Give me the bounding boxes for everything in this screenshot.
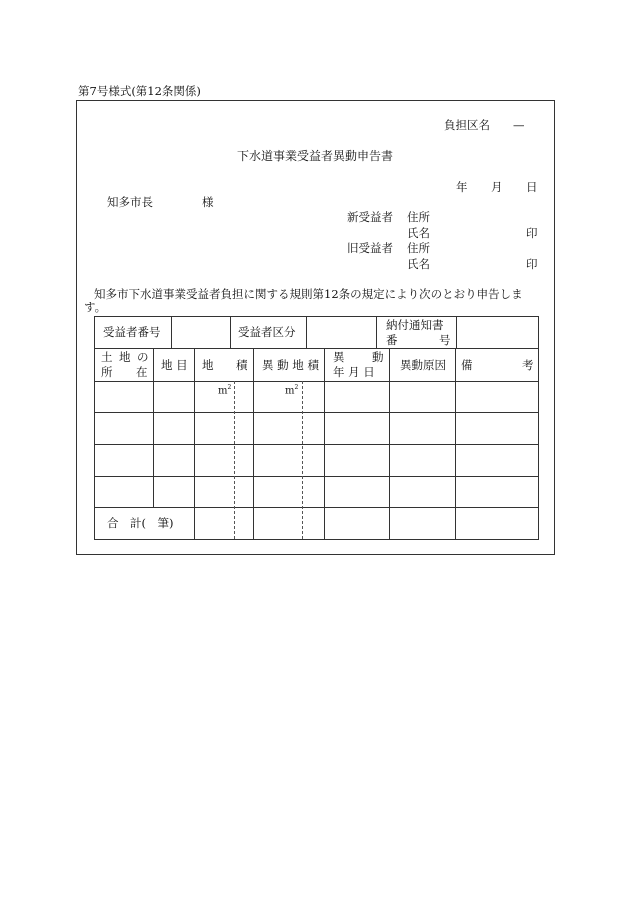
- col-change-reason: 異動原因: [400, 358, 446, 372]
- addressee-name: 知多市長: [107, 195, 153, 209]
- area-unit-m: m: [218, 385, 228, 397]
- payment-notice-number-field[interactable]: [457, 317, 538, 348]
- table-row[interactable]: [95, 382, 538, 412]
- table-row[interactable]: [95, 477, 538, 507]
- burden-district-label: 負担区名: [444, 118, 490, 132]
- old-beneficiary-address-label: 住所: [407, 241, 430, 255]
- col-area-b: 積: [236, 358, 248, 372]
- col-location-1c: の: [137, 350, 149, 364]
- col-change-date-2: 年 月 日: [333, 365, 375, 379]
- total-label: 合 計( 筆): [107, 516, 174, 530]
- table-row[interactable]: [95, 413, 538, 444]
- payment-notice-header-line1: 納付通知書: [386, 318, 444, 332]
- form-number: 第7号様式(第12条関係): [78, 84, 201, 98]
- col-location-1a: 土: [101, 350, 113, 364]
- beneficiary-number-field[interactable]: [172, 317, 230, 348]
- old-beneficiary-seal: 印: [526, 257, 538, 271]
- old-beneficiary-label: 旧受益者: [347, 241, 393, 255]
- date-month: 月: [491, 180, 503, 194]
- new-beneficiary-name-label: 氏名: [407, 226, 430, 240]
- burden-district-value: —: [513, 118, 525, 132]
- statement-line-1: 知多市下水道事業受益者負担に関する規則第12条の規定により次のとおり申告しま: [94, 287, 523, 301]
- area-unit-sup: 2: [227, 384, 232, 391]
- col-remarks-a: 備: [461, 358, 473, 372]
- date-day: 日: [526, 180, 538, 194]
- new-beneficiary-label: 新受益者: [347, 210, 393, 224]
- col-location-2a: 所: [101, 365, 113, 379]
- col-land-category: 地 目: [161, 358, 188, 372]
- new-beneficiary-seal: 印: [526, 226, 538, 240]
- beneficiary-class-header: 受益者区分: [238, 325, 296, 339]
- new-beneficiary-address-label: 住所: [407, 210, 430, 224]
- old-beneficiary-name-label: 氏名: [407, 257, 430, 271]
- beneficiary-class-field[interactable]: [307, 317, 376, 348]
- payment-notice-header-ban: 番: [386, 333, 398, 347]
- payment-notice-header-go: 号: [439, 333, 451, 347]
- statement-line-2: す。: [84, 300, 107, 314]
- table-row[interactable]: [95, 445, 538, 476]
- col-location-2b: 在: [136, 365, 148, 379]
- col-location-1b: 地: [119, 350, 131, 364]
- col-area-a: 地: [202, 358, 214, 372]
- date-year: 年: [456, 180, 468, 194]
- col-change-date-1a: 異: [333, 350, 345, 364]
- beneficiary-number-header: 受益者番号: [103, 325, 161, 339]
- form-title: 下水道事業受益者異動申告書: [237, 149, 394, 163]
- col-change-date-1b: 動: [372, 350, 384, 364]
- col-changed-area: 異 動 地 積: [262, 358, 319, 372]
- changed-area-unit-sup: 2: [294, 384, 299, 391]
- changed-area-unit-m: m: [285, 385, 295, 397]
- addressee-honorific: 様: [202, 195, 214, 209]
- col-remarks-b: 考: [522, 358, 534, 372]
